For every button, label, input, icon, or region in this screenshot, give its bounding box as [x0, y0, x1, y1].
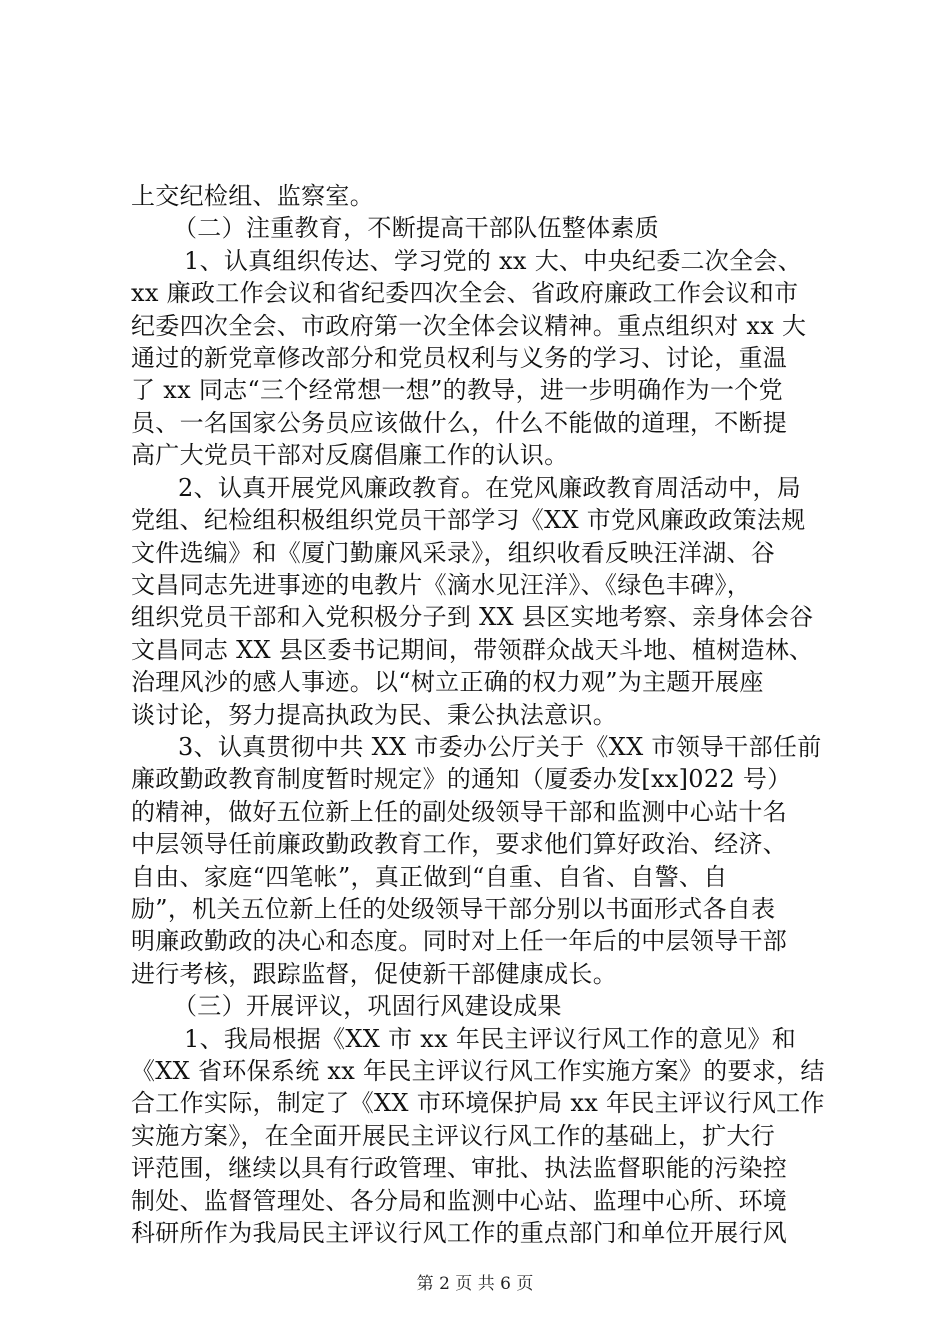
text-line: 中层领导任前廉政勤政教育工作，要求他们算好政治、经济、 — [131, 830, 788, 859]
text-line: 纪委四次全会、市政府第一次全体会议精神。重点组织对 xx 大 — [131, 311, 807, 340]
text-line: 文昌同志先进事迹的电教片《滴水见汪洋》、《绿色丰碑》， — [131, 570, 752, 599]
text-line: 明廉政勤政的决心和态度。同时对上任一年后的中层领导干部 — [131, 927, 788, 956]
text-line: 3、认真贯彻中共 XX 市委办公厅关于《XX 市领导干部任前 — [178, 732, 822, 761]
text-line: 员、一名国家公务员应该做什么，什么不能做的道理，不断提 — [131, 408, 788, 437]
text-line: 的精神，做好五位新上任的副处级领导干部和监测中心站十名 — [131, 797, 788, 826]
text-line: 组织党员干部和入党积极分子到 XX 县区实地考察、亲身体会谷 — [131, 603, 814, 632]
text-line: 文昌同志 XX 县区委书记期间，带领群众战天斗地、植树造林、 — [131, 635, 814, 664]
section-heading: （二）注重教育，不断提高干部队伍整体素质 — [173, 214, 659, 243]
text-line: 自由、家庭“四笔帐”，真正做到“自重、自省、自警、自 — [131, 862, 728, 891]
text-line: 实施方案》，在全面开展民主评议行风工作的基础上，扩大行 — [131, 1121, 776, 1150]
text-line: 党组、纪检组积极组织党员干部学习《XX 市党风廉政政策法规 — [131, 506, 806, 535]
text-line: 了 xx 同志“三个经常想一想”的教导，进一步明确作为一个党 — [131, 376, 783, 405]
text-line: 科研所作为我局民主评议行风工作的重点部门和单位开展行风 — [131, 1219, 788, 1247]
text-line: 2、认真开展党风廉政教育。在党风廉政教育周活动中，局 — [178, 473, 802, 502]
text-line: 1、我局根据《XX 市 xx 年民主评议行风工作的意见》和 — [184, 1024, 797, 1053]
text-line: 文件选编》和《厦门勤廉风采录》，组织收看反映汪洋湖、谷 — [131, 538, 776, 567]
text-line: 治理风沙的感人事迹。以“树立正确的权力观”为主题开展座 — [131, 668, 764, 697]
text-line: 《XX 省环保系统 xx 年民主评议行风工作实施方案》的要求，结 — [131, 1057, 825, 1085]
text-line: 制处、监督管理处、各分局和监测中心站、监理中心所、环境 — [131, 1186, 788, 1215]
text-line: 评范围，继续以具有行政管理、审批、执法监督职能的污染控 — [131, 1154, 788, 1183]
text-line: 励”，机关五位新上任的处级领导干部分别以书面形式各自表 — [131, 894, 776, 923]
text-line: 通过的新党章修改部分和党员权利与义务的学习、讨论，重温 — [131, 344, 788, 372]
text-line: 廉政勤政教育制度暂时规定》的通知（厦委办发[xx]022 号） — [131, 765, 792, 794]
section-heading: （三）开展评议，巩固行风建设成果 — [173, 992, 562, 1021]
text-line: xx 廉政工作会议和省纪委四次全会、省政府廉政工作会议和市 — [131, 279, 799, 308]
page-number-footer: 第 2 页 共 6 页 — [416, 1274, 534, 1294]
text-line: 1、认真组织传达、学习党的 xx 大、中央纪委二次全会、 — [184, 246, 802, 275]
text-line: 合工作实际，制定了《XX 市环境保护局 xx 年民主评议行风工作 — [131, 1089, 825, 1118]
text-line: 谈讨论，努力提高执政为民、秉公执法意识。 — [131, 700, 617, 729]
text-line: 上交纪检组、监察室。 — [131, 182, 374, 210]
text-line: 进行考核，跟踪监督，促使新干部健康成长。 — [131, 959, 617, 988]
text-line: 高广大党员干部对反腐倡廉工作的认识。 — [131, 441, 569, 470]
